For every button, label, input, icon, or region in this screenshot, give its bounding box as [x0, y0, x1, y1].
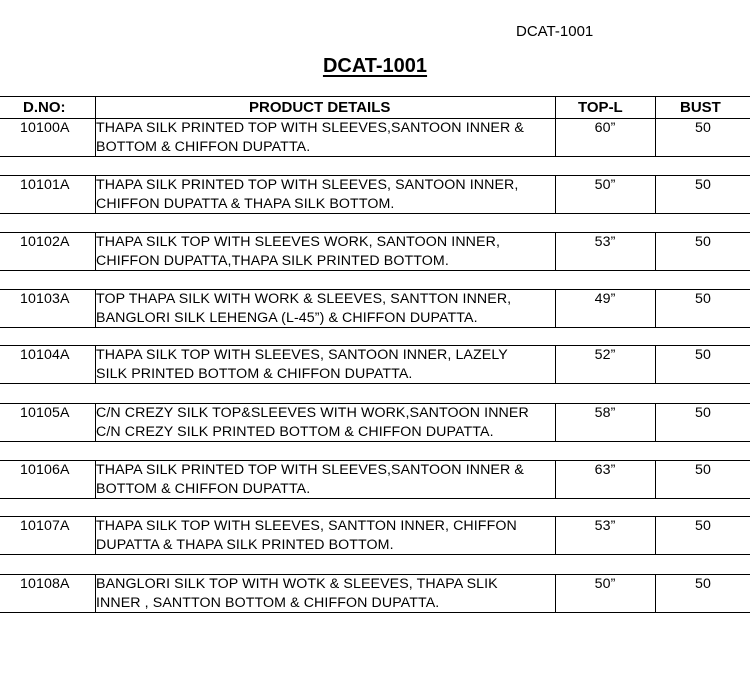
product-details-line-1: THAPA SILK TOP WITH SLEEVES, SANTTON INNER, CHIFFON: [96, 518, 517, 534]
column-divider: [95, 516, 96, 554]
column-divider: [655, 460, 656, 498]
column-divider: [95, 118, 96, 156]
top-length-value: 50”: [594, 576, 616, 592]
bust-value: 50: [695, 347, 711, 363]
design-number: 10102A: [20, 234, 70, 250]
column-divider: [95, 460, 96, 498]
product-details-line-2: INNER , SANTTON BOTTOM & CHIFFON DUPATTA.: [96, 595, 440, 611]
column-divider: [555, 516, 556, 554]
top-length-value: 52”: [594, 347, 616, 363]
design-number: 10106A: [20, 462, 70, 478]
design-number: 10105A: [20, 405, 70, 421]
product-details-line-2: BANGLORI SILK LEHENGA (L-45”) & CHIFFON DUPATTA.: [96, 310, 478, 326]
product-details-line-1: THAPA SILK TOP WITH SLEEVES, SANTOON INNER, LAZELY: [96, 347, 508, 363]
product-details-line-1: THAPA SILK PRINTED TOP WITH SLEEVES,SANTOON INNER &: [96, 120, 524, 136]
column-divider: [95, 403, 96, 441]
bust-value: 50: [695, 518, 711, 534]
design-number: 10108A: [20, 576, 70, 592]
column-divider: [555, 96, 556, 119]
bust-value: 50: [695, 234, 711, 250]
row-border: [0, 403, 750, 404]
header-top-length: TOP-L: [578, 99, 623, 116]
corner-catalog-code: DCAT-1001: [516, 23, 594, 40]
bust-value: 50: [695, 177, 711, 193]
row-border: [0, 498, 750, 499]
column-divider: [555, 232, 556, 270]
top-length-value: 49”: [594, 291, 616, 307]
page-title: DCAT-1001: [322, 55, 428, 77]
design-number: 10104A: [20, 347, 70, 363]
row-border: [0, 574, 750, 575]
column-divider: [655, 516, 656, 554]
column-divider: [555, 574, 556, 612]
row-border: [0, 345, 750, 346]
column-divider: [655, 289, 656, 327]
top-length-value: 53”: [594, 234, 616, 250]
header-bust: BUST: [680, 99, 721, 116]
product-details-line-1: TOP THAPA SILK WITH WORK & SLEEVES, SANTTON INNER,: [96, 291, 512, 307]
product-details-line-2: CHIFFON DUPATTA,THAPA SILK PRINTED BOTTOM.: [96, 253, 449, 269]
column-divider: [655, 118, 656, 156]
row-border: [0, 441, 750, 442]
row-border: [0, 554, 750, 555]
row-border: [0, 327, 750, 328]
product-details-line-1: THAPA SILK PRINTED TOP WITH SLEEVES,SANTOON INNER &: [96, 462, 524, 478]
column-divider: [95, 96, 96, 119]
product-details-line-2: SILK PRINTED BOTTOM & CHIFFON DUPATTA.: [96, 366, 413, 382]
column-divider: [555, 289, 556, 327]
row-border: [0, 612, 750, 613]
column-divider: [555, 403, 556, 441]
column-divider: [95, 175, 96, 213]
top-length-value: 60”: [594, 120, 616, 136]
product-details-line-1: THAPA SILK PRINTED TOP WITH SLEEVES, SANTOON INNER,: [96, 177, 519, 193]
row-border: [0, 270, 750, 271]
top-length-value: 63”: [594, 462, 616, 478]
row-border: [0, 232, 750, 233]
design-number: 10100A: [20, 120, 70, 136]
product-details-line-1: THAPA SILK TOP WITH SLEEVES WORK, SANTOON INNER,: [96, 234, 500, 250]
column-divider: [95, 345, 96, 383]
column-divider: [655, 175, 656, 213]
design-number: 10101A: [20, 177, 70, 193]
column-divider: [555, 345, 556, 383]
row-border: [0, 460, 750, 461]
header-product-details: PRODUCT DETAILS: [249, 99, 391, 116]
column-divider: [655, 574, 656, 612]
bust-value: 50: [695, 291, 711, 307]
top-length-value: 50”: [594, 177, 616, 193]
column-divider: [655, 96, 656, 119]
bust-value: 50: [695, 405, 711, 421]
row-border: [0, 289, 750, 290]
row-border: [0, 175, 750, 176]
product-details-line-2: BOTTOM & CHIFFON DUPATTA.: [96, 139, 311, 155]
column-divider: [655, 403, 656, 441]
bust-value: 50: [695, 576, 711, 592]
table-top-border: [0, 96, 750, 97]
column-divider: [95, 289, 96, 327]
product-details-line-1: C/N CREZY SILK TOP&SLEEVES WITH WORK,SANTOON INNER: [96, 405, 529, 421]
product-details-line-1: BANGLORI SILK TOP WITH WOTK & SLEEVES, THAPA SLIK: [96, 576, 498, 592]
bust-value: 50: [695, 120, 711, 136]
row-border: [0, 383, 750, 384]
top-length-value: 58”: [594, 405, 616, 421]
row-border: [0, 156, 750, 157]
product-details-line-2: BOTTOM & CHIFFON DUPATTA.: [96, 481, 311, 497]
header-dno: D.NO:: [23, 99, 66, 116]
column-divider: [555, 118, 556, 156]
column-divider: [95, 232, 96, 270]
bust-value: 50: [695, 462, 711, 478]
column-divider: [555, 175, 556, 213]
design-number: 10107A: [20, 518, 70, 534]
product-details-line-2: C/N CREZY SILK PRINTED BOTTOM & CHIFFON DUPATTA.: [96, 424, 494, 440]
column-divider: [655, 232, 656, 270]
row-border: [0, 213, 750, 214]
column-divider: [555, 460, 556, 498]
column-divider: [95, 574, 96, 612]
column-divider: [655, 345, 656, 383]
row-border: [0, 516, 750, 517]
top-length-value: 53”: [594, 518, 616, 534]
product-details-line-2: CHIFFON DUPATTA & THAPA SILK BOTTOM.: [96, 196, 395, 212]
product-details-line-2: DUPATTA & THAPA SILK PRINTED BOTTOM.: [96, 537, 394, 553]
design-number: 10103A: [20, 291, 70, 307]
